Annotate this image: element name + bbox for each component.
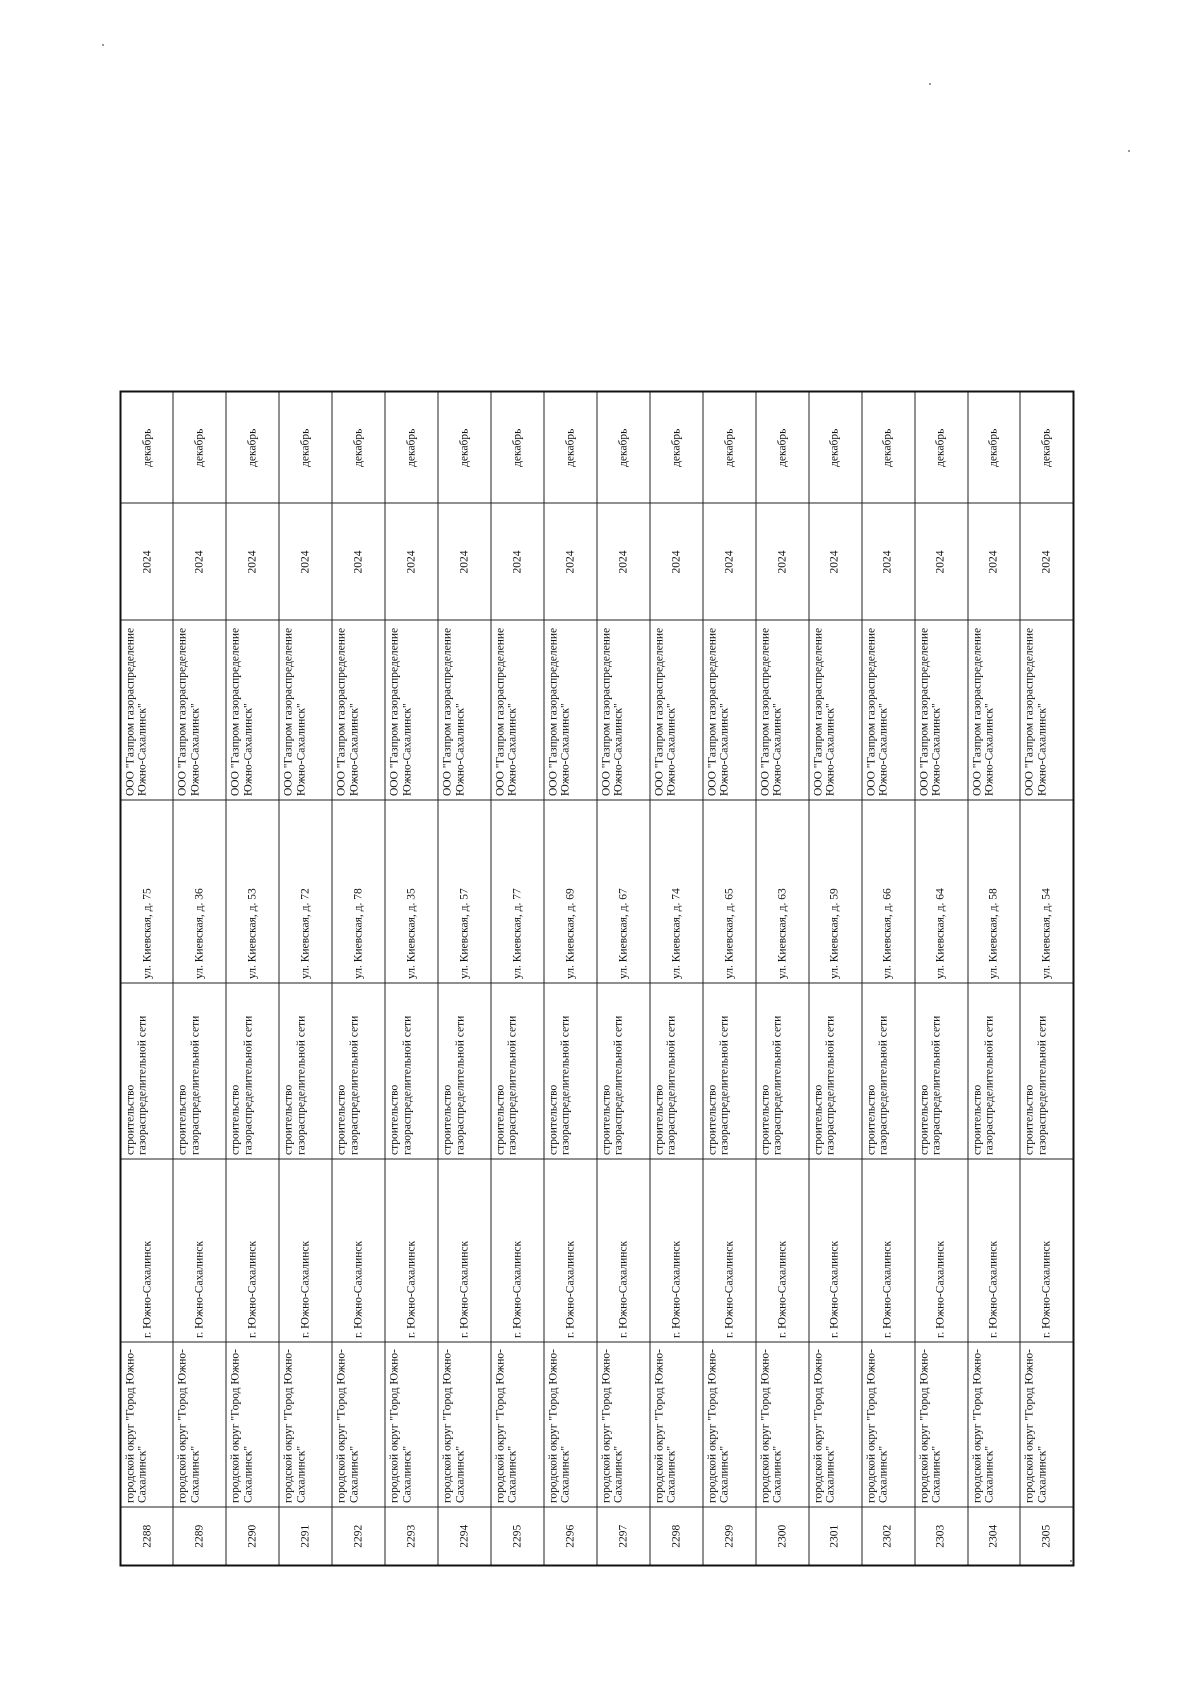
municipal-district-cell: городской округ "Город Южно-Сахалинск" (650, 1342, 703, 1507)
year-cell: 2024 (862, 503, 915, 620)
year-cell: 2024 (703, 503, 756, 620)
year-cell: 2024 (491, 503, 544, 620)
month-cell: декабрь (1020, 391, 1073, 503)
address-cell: ул. Киевская, д. 77 (491, 800, 544, 983)
month-cell: декабрь (491, 391, 544, 503)
locality-cell: г. Южно-Сахалинск (862, 1159, 915, 1342)
row-number: 2290 (226, 1507, 279, 1565)
month-cell: декабрь (226, 391, 279, 503)
organization-cell: ООО "Газпром газораспределение Южно-Сахалинск" (597, 620, 650, 800)
locality-cell: г. Южно-Сахалинск (915, 1159, 968, 1342)
municipal-district-cell: городской округ "Город Южно-Сахалинск" (915, 1342, 968, 1507)
organization-cell: ООО "Газпром газораспределение Южно-Сахалинск" (385, 620, 438, 800)
work-type-cell: строительство газораспределительной сети (332, 983, 385, 1159)
organization-cell: ООО "Газпром газораспределение Южно-Сахалинск" (173, 620, 226, 800)
row-number: 2294 (438, 1507, 491, 1565)
municipal-district-cell: городской округ "Город Южно-Сахалинск" (756, 1342, 809, 1507)
year-cell: 2024 (544, 503, 597, 620)
locality-cell: г. Южно-Сахалинск (650, 1159, 703, 1342)
table-row (121, 391, 174, 1565)
table-row (862, 391, 915, 1565)
address-cell: ул. Киевская, д. 78 (332, 800, 385, 983)
work-type-cell: строительство газораспределительной сети (915, 983, 968, 1159)
row-number: 2299 (703, 1507, 756, 1565)
organization-cell: ООО "Газпром газораспределение Южно-Сахалинск" (915, 620, 968, 800)
work-type-cell: строительство газораспределительной сети (544, 983, 597, 1159)
month-cell: декабрь (650, 391, 703, 503)
table-row (968, 391, 1021, 1565)
address-cell: ул. Киевская, д. 35 (385, 800, 438, 983)
year-cell: 2024 (809, 503, 862, 620)
address-cell: ул. Киевская, д. 58 (968, 800, 1021, 983)
row-number: 2288 (121, 1507, 174, 1565)
gas-network-registry-table (120, 390, 1075, 1566)
work-type-cell: строительство газораспределительной сети (491, 983, 544, 1159)
work-type-cell: строительство газораспределительной сети (121, 983, 174, 1159)
rotated-table-frame (120, 392, 1075, 1566)
organization-cell: ООО "Газпром газораспределение Южно-Сахалинск" (491, 620, 544, 800)
organization-cell: ООО "Газпром газораспределение Южно-Сахалинск" (121, 620, 174, 800)
work-type-cell: строительство газораспределительной сети (968, 983, 1021, 1159)
locality-cell: г. Южно-Сахалинск (809, 1159, 862, 1342)
municipal-district-cell: городской округ "Город Южно-Сахалинск" (173, 1342, 226, 1507)
organization-cell: ООО "Газпром газораспределение Южно-Сахалинск" (809, 620, 862, 800)
month-cell: декабрь (862, 391, 915, 503)
organization-cell: ООО "Газпром газораспределение Южно-Сахалинск" (703, 620, 756, 800)
municipal-district-cell: городской округ "Город Южно-Сахалинск" (121, 1342, 174, 1507)
year-cell: 2024 (968, 503, 1021, 620)
row-number: 2302 (862, 1507, 915, 1565)
address-cell: ул. Киевская, д. 64 (915, 800, 968, 983)
organization-cell: ООО "Газпром газораспределение Южно-Сахалинск" (968, 620, 1021, 800)
municipal-district-cell: городской округ "Город Южно-Сахалинск" (385, 1342, 438, 1507)
year-cell: 2024 (438, 503, 491, 620)
address-cell: ул. Киевская, д. 65 (703, 800, 756, 983)
scan-speck (102, 44, 104, 46)
municipal-district-cell: городской округ "Город Южно-Сахалинск" (1020, 1342, 1073, 1507)
table-row (279, 391, 332, 1565)
locality-cell: г. Южно-Сахалинск (544, 1159, 597, 1342)
address-cell: ул. Киевская, д. 67 (597, 800, 650, 983)
month-cell: декабрь (756, 391, 809, 503)
table-row (1020, 391, 1073, 1565)
municipal-district-cell: городской округ "Город Южно-Сахалинск" (809, 1342, 862, 1507)
locality-cell: г. Южно-Сахалинск (279, 1159, 332, 1342)
address-cell: ул. Киевская, д. 74 (650, 800, 703, 983)
municipal-district-cell: городской округ "Город Южно-Сахалинск" (544, 1342, 597, 1507)
work-type-cell: строительство газораспределительной сети (1020, 983, 1073, 1159)
scan-speck (929, 83, 931, 85)
month-cell: декабрь (332, 391, 385, 503)
locality-cell: г. Южно-Сахалинск (1020, 1159, 1073, 1342)
work-type-cell: строительство газораспределительной сети (756, 983, 809, 1159)
municipal-district-cell: городской округ "Город Южно-Сахалинск" (862, 1342, 915, 1507)
month-cell: декабрь (544, 391, 597, 503)
address-cell: ул. Киевская, д. 53 (226, 800, 279, 983)
row-number: 2295 (491, 1507, 544, 1565)
year-cell: 2024 (756, 503, 809, 620)
row-number: 2297 (597, 1507, 650, 1565)
municipal-district-cell: городской округ "Город Южно-Сахалинск" (968, 1342, 1021, 1507)
organization-cell: ООО "Газпром газораспределение Южно-Сахалинск" (332, 620, 385, 800)
municipal-district-cell: городской округ "Город Южно-Сахалинск" (597, 1342, 650, 1507)
table-row (915, 391, 968, 1565)
municipal-district-cell: городской округ "Город Южно-Сахалинск" (703, 1342, 756, 1507)
month-cell: декабрь (703, 391, 756, 503)
year-cell: 2024 (226, 503, 279, 620)
table-row (385, 391, 438, 1565)
table-row (703, 391, 756, 1565)
organization-cell: ООО "Газпром газораспределение Южно-Сахалинск" (1020, 620, 1073, 800)
row-number: 2304 (968, 1507, 1021, 1565)
table-row (809, 391, 862, 1565)
locality-cell: г. Южно-Сахалинск (491, 1159, 544, 1342)
work-type-cell: строительство газораспределительной сети (703, 983, 756, 1159)
locality-cell: г. Южно-Сахалинск (226, 1159, 279, 1342)
row-number: 2301 (809, 1507, 862, 1565)
address-cell: ул. Киевская, д. 69 (544, 800, 597, 983)
locality-cell: г. Южно-Сахалинск (332, 1159, 385, 1342)
month-cell: декабрь (968, 391, 1021, 503)
organization-cell: ООО "Газпром газораспределение Южно-Сахалинск" (544, 620, 597, 800)
work-type-cell: строительство газораспределительной сети (809, 983, 862, 1159)
table-row (491, 391, 544, 1565)
work-type-cell: строительство газораспределительной сети (226, 983, 279, 1159)
year-cell: 2024 (332, 503, 385, 620)
organization-cell: ООО "Газпром газораспределение Южно-Сахалинск" (438, 620, 491, 800)
locality-cell: г. Южно-Сахалинск (968, 1159, 1021, 1342)
work-type-cell: строительство газораспределительной сети (279, 983, 332, 1159)
locality-cell: г. Южно-Сахалинск (597, 1159, 650, 1342)
row-number: 2300 (756, 1507, 809, 1565)
work-type-cell: строительство газораспределительной сети (385, 983, 438, 1159)
municipal-district-cell: городской округ "Город Южно-Сахалинск" (279, 1342, 332, 1507)
municipal-district-cell: городской округ "Город Южно-Сахалинск" (332, 1342, 385, 1507)
row-number: 2293 (385, 1507, 438, 1565)
row-number: 2292 (332, 1507, 385, 1565)
organization-cell: ООО "Газпром газораспределение Южно-Сахалинск" (756, 620, 809, 800)
month-cell: декабрь (279, 391, 332, 503)
table-row (650, 391, 703, 1565)
table-row (597, 391, 650, 1565)
table-row (438, 391, 491, 1565)
month-cell: декабрь (915, 391, 968, 503)
municipal-district-cell: городской округ "Город Южно-Сахалинск" (226, 1342, 279, 1507)
address-cell: ул. Киевская, д. 54 (1020, 800, 1073, 983)
address-cell: ул. Киевская, д. 66 (862, 800, 915, 983)
locality-cell: г. Южно-Сахалинск (703, 1159, 756, 1342)
organization-cell: ООО "Газпром газораспределение Южно-Сахалинск" (279, 620, 332, 800)
row-number: 2296 (544, 1507, 597, 1565)
table-body (121, 391, 1074, 1565)
table-row (173, 391, 226, 1565)
municipal-district-cell: городской округ "Город Южно-Сахалинск" (491, 1342, 544, 1507)
address-cell: ул. Киевская, д. 75 (121, 800, 174, 983)
work-type-cell: строительство газораспределительной сети (862, 983, 915, 1159)
table-row (226, 391, 279, 1565)
locality-cell: г. Южно-Сахалинск (756, 1159, 809, 1342)
month-cell: декабрь (173, 391, 226, 503)
year-cell: 2024 (173, 503, 226, 620)
organization-cell: ООО "Газпром газораспределение Южно-Сахалинск" (226, 620, 279, 800)
year-cell: 2024 (121, 503, 174, 620)
table-row (332, 391, 385, 1565)
row-number: 2291 (279, 1507, 332, 1565)
month-cell: декабрь (121, 391, 174, 503)
year-cell: 2024 (279, 503, 332, 620)
work-type-cell: строительство газораспределительной сети (438, 983, 491, 1159)
work-type-cell: строительство газораспределительной сети (650, 983, 703, 1159)
month-cell: декабрь (597, 391, 650, 503)
row-number: 2303 (915, 1507, 968, 1565)
address-cell: ул. Киевская, д. 59 (809, 800, 862, 983)
month-cell: декабрь (385, 391, 438, 503)
address-cell: ул. Киевская, д. 63 (756, 800, 809, 983)
month-cell: декабрь (809, 391, 862, 503)
year-cell: 2024 (650, 503, 703, 620)
locality-cell: г. Южно-Сахалинск (385, 1159, 438, 1342)
year-cell: 2024 (915, 503, 968, 620)
address-cell: ул. Киевская, д. 57 (438, 800, 491, 983)
organization-cell: ООО "Газпром газораспределение Южно-Сахалинск" (862, 620, 915, 800)
table-row (544, 391, 597, 1565)
year-cell: 2024 (597, 503, 650, 620)
work-type-cell: строительство газораспределительной сети (173, 983, 226, 1159)
month-cell: декабрь (438, 391, 491, 503)
address-cell: ул. Киевская, д. 72 (279, 800, 332, 983)
table-row (756, 391, 809, 1565)
row-number: 2298 (650, 1507, 703, 1565)
scan-speck (1128, 150, 1130, 152)
row-number: 2305 (1020, 1507, 1073, 1565)
municipal-district-cell: городской округ "Город Южно-Сахалинск" (438, 1342, 491, 1507)
organization-cell: ООО "Газпром газораспределение Южно-Сахалинск" (650, 620, 703, 800)
year-cell: 2024 (385, 503, 438, 620)
work-type-cell: строительство газораспределительной сети (597, 983, 650, 1159)
locality-cell: г. Южно-Сахалинск (438, 1159, 491, 1342)
locality-cell: г. Южно-Сахалинск (121, 1159, 174, 1342)
locality-cell: г. Южно-Сахалинск (173, 1159, 226, 1342)
address-cell: ул. Киевская, д. 36 (173, 800, 226, 983)
row-number: 2289 (173, 1507, 226, 1565)
year-cell: 2024 (1020, 503, 1073, 620)
